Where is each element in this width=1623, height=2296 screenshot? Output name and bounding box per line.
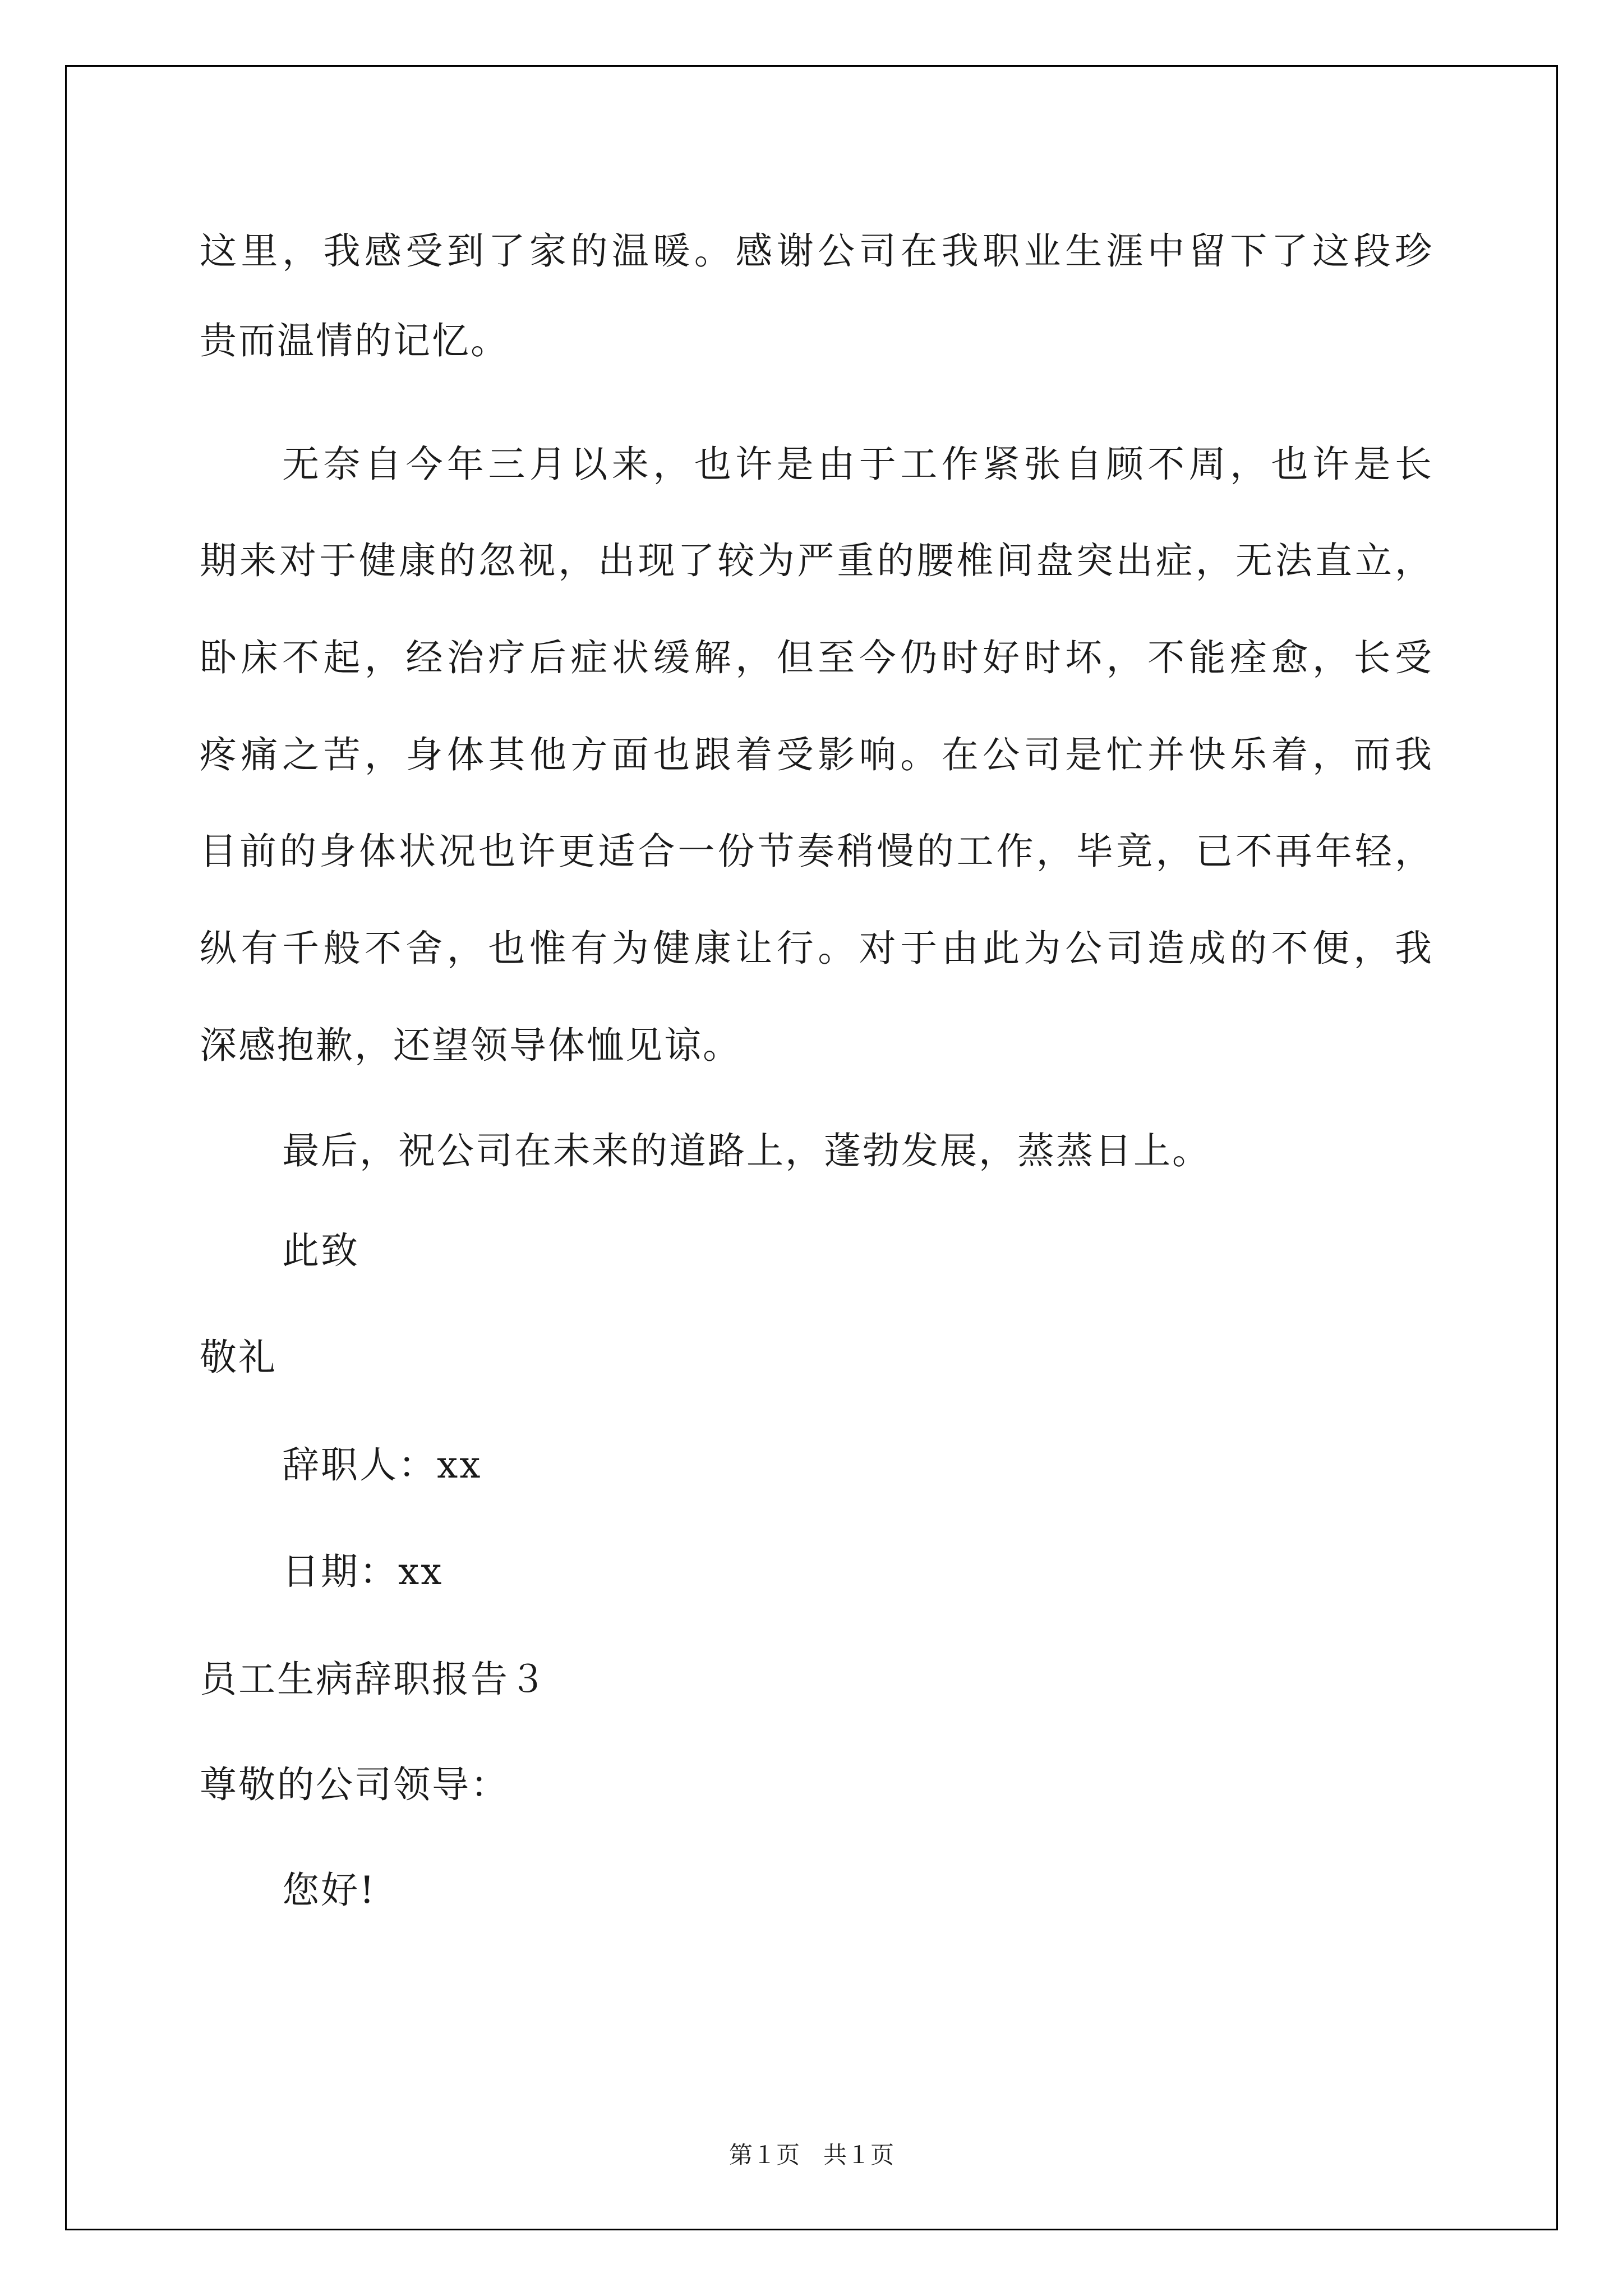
paragraph-line: 无奈自今年三月以来，也许是由于工作紧张自顾不周，也许是长 [282,443,1433,486]
greeting-hello: 您好! [282,1869,376,1912]
paragraph-line: 目前的身体状况也许更适合一份节奏稍慢的工作，毕竟，已不再年轻， [200,830,1433,873]
paragraph-line: 纵有千般不舍，也惟有为健康让行。对于由此为公司造成的不便，我 [200,927,1433,970]
paragraph-line: 这里，我感受到了家的温暖。感谢公司在我职业生涯中留下了这段珍 [200,229,1433,273]
signature-name: 辞职人：xx [282,1443,482,1487]
paragraph-line: 期来对于健康的忽视，出现了较为严重的腰椎间盘突出症，无法直立， [200,539,1433,582]
greeting-recipient: 尊敬的公司领导： [200,1763,509,1806]
paragraph-line: 疼痛之苦，身体其他方面也跟着受影响。在公司是忙并快乐着，而我 [200,733,1433,776]
paragraph-line: 最后，祝公司在未来的道路上，蓬勃发展，蒸蒸日上。 [282,1129,1211,1172]
section-title: 员工生病辞职报告３ [200,1658,548,1701]
paragraph-line: 深感抱歉，还望领导体恤见谅。 [200,1024,741,1067]
paragraph-line: 贵而温情的记忆。 [200,319,509,362]
page-footer: 第１页 共１页 [728,2143,894,2169]
closing-regards: 敬礼 [200,1336,277,1379]
closing-salutation: 此致 [282,1229,359,1272]
paragraph-line: 卧床不起，经治疗后症状缓解，但至今仍时好时坏，不能痊愈，长受 [200,636,1433,679]
signature-date: 日期：xx [282,1550,444,1593]
